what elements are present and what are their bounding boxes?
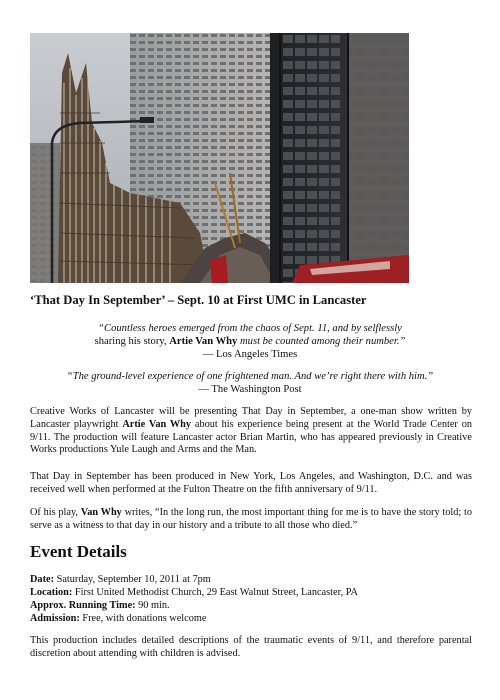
author-statement-paragraph	[30, 507, 472, 533]
p1-author-name: Artie Van Why	[122, 418, 192, 430]
event-admission-value: Free, with donations welcome	[79, 613, 207, 624]
intro-paragraph	[30, 406, 472, 457]
event-location-value: First United Methodist Church, 29 East Walnut Street, Lancaster, PA	[72, 587, 358, 598]
event-runtime-label: Approx. Running Time:	[30, 600, 136, 611]
la-times-quote	[30, 322, 470, 361]
event-admission-label: Admission:	[30, 613, 80, 624]
p3-after: writes, “In the long run, the most important thing for me is to have the story told; to serve as a witness to that day in our history and a tribute to all those who died.”	[30, 507, 472, 531]
p3-before: Of his play,	[30, 507, 81, 518]
event-details-list	[30, 573, 472, 625]
event-details-heading: Event Details	[30, 542, 127, 561]
p1-before: Creative Works of Lancaster will be presenting That Day in September, a one-man show written by Lancaster playwright	[30, 406, 472, 430]
event-runtime-value: 90 min.	[135, 600, 170, 611]
event-date	[30, 573, 472, 586]
washington-post-quote	[30, 370, 470, 396]
event-location-label: Location:	[30, 587, 73, 598]
event-admission	[30, 612, 472, 625]
quote1-author-name: Artie Van Why	[169, 336, 238, 347]
quote1-line1: “Countless heroes emerged from the chaos of Sept. 11, and by selflessly	[98, 323, 402, 334]
event-runtime	[30, 599, 472, 612]
quote1-line2-before: sharing his story,	[94, 336, 170, 347]
event-date-value: Saturday, September 10, 2011 at 7pm	[54, 574, 211, 585]
production-history-paragraph: That Day in September has been produced in New York, Los Angeles, and Washington, D.C. and was received well when performed at the Fulton Theatre on the fifth anniversary of 9/11.	[30, 471, 472, 495]
p3-author-name: Van Why	[80, 507, 122, 518]
p1-after: about his experience being present at the World Trade Center on 9/11. The production will feature Lancaster actor Brian Martin, who has appeared previously in Creative Works productions Yule Laugh and Arms and the Man.	[30, 418, 472, 456]
event-location	[30, 586, 472, 599]
quote1-line2-after: must be counted among their number.”	[237, 336, 406, 347]
article-title: ‘That Day In September’ – Sept. 10 at First UMC in Lancaster	[30, 293, 367, 307]
quote2-line1: “The ground-level experience of one frightened man. And we’re right there with him.”	[66, 371, 434, 382]
quote1-source: — Los Angeles Times	[202, 349, 298, 360]
wtc-ruins-photo	[30, 33, 409, 283]
quote2-source: — The Washington Post	[198, 384, 302, 395]
parental-advisory-paragraph: This production includes detailed descriptions of the traumatic events of 9/11, and therefore parental discretion about attending with children is advised.	[30, 635, 472, 659]
event-date-label: Date:	[30, 574, 55, 585]
